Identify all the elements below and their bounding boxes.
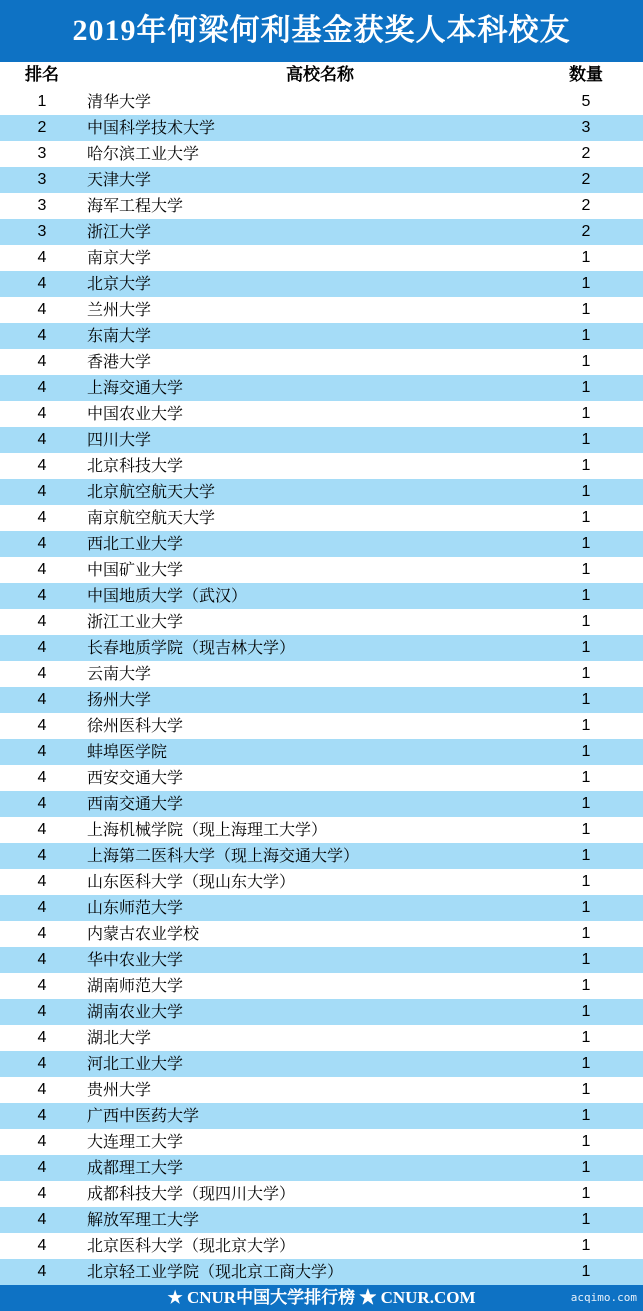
row-count: 1 xyxy=(581,795,591,812)
table-row xyxy=(0,921,643,947)
row-rank: 4 xyxy=(37,249,47,266)
table-row xyxy=(0,297,643,323)
row-count: 1 xyxy=(581,613,591,630)
row-count: 1 xyxy=(581,1107,591,1124)
row-count: 1 xyxy=(581,249,591,266)
row-school-name: 西北工业大学 xyxy=(87,534,184,553)
table-row xyxy=(0,89,643,115)
row-rank: 4 xyxy=(37,327,47,344)
row-school-name: 河北工业大学 xyxy=(87,1054,184,1073)
table-row xyxy=(0,531,643,557)
row-count: 1 xyxy=(581,1055,591,1072)
row-rank: 4 xyxy=(37,405,47,422)
table-row xyxy=(0,1129,643,1155)
row-count: 1 xyxy=(581,1211,591,1228)
row-rank: 4 xyxy=(37,795,47,812)
row-count: 2 xyxy=(581,145,591,162)
row-school-name: 哈尔滨工业大学 xyxy=(87,144,200,163)
row-count: 1 xyxy=(581,665,591,682)
row-count: 1 xyxy=(581,327,591,344)
table-row xyxy=(0,401,643,427)
row-rank: 4 xyxy=(37,275,47,292)
row-count: 1 xyxy=(581,873,591,890)
table-row xyxy=(0,1077,643,1103)
row-count: 2 xyxy=(581,223,591,240)
table-row xyxy=(0,635,643,661)
row-school-name: 解放军理工大学 xyxy=(87,1210,200,1229)
table-row xyxy=(0,1207,643,1233)
row-rank: 4 xyxy=(37,1055,47,1072)
page-title: 2019年何梁何利基金获奖人本科校友 xyxy=(0,0,643,62)
table-row xyxy=(0,947,643,973)
row-school-name: 湖南师范大学 xyxy=(87,976,184,995)
row-rank: 4 xyxy=(37,873,47,890)
row-count: 5 xyxy=(581,93,591,110)
row-rank: 4 xyxy=(37,1263,47,1280)
table-row xyxy=(0,245,643,271)
table-row xyxy=(0,583,643,609)
table-row xyxy=(0,453,643,479)
row-school-name: 大连理工大学 xyxy=(87,1132,184,1151)
row-school-name: 蚌埠医学院 xyxy=(87,742,168,761)
row-school-name: 中国地质大学（武汉） xyxy=(87,586,248,605)
row-school-name: 徐州医科大学 xyxy=(87,716,184,735)
row-school-name: 浙江工业大学 xyxy=(87,612,184,631)
row-school-name: 东南大学 xyxy=(87,326,152,345)
row-school-name: 南京大学 xyxy=(87,248,152,267)
table-row xyxy=(0,375,643,401)
table-row xyxy=(0,323,643,349)
row-rank: 4 xyxy=(37,535,47,552)
row-school-name: 内蒙古农业学校 xyxy=(87,924,200,943)
row-count: 1 xyxy=(581,899,591,916)
row-count: 1 xyxy=(581,977,591,994)
table-row xyxy=(0,869,643,895)
row-rank: 4 xyxy=(37,1133,47,1150)
row-count: 1 xyxy=(581,639,591,656)
row-school-name: 贵州大学 xyxy=(87,1080,152,1099)
row-school-name: 北京大学 xyxy=(87,274,152,293)
footer-brand: ★ CNUR中国大学排行榜 ★ CNUR.COM xyxy=(167,1288,476,1307)
row-rank: 3 xyxy=(37,223,47,240)
row-school-name: 山东医科大学（现山东大学） xyxy=(87,872,296,891)
row-school-name: 中国科学技术大学 xyxy=(87,118,216,137)
table-row xyxy=(0,1051,643,1077)
table-row xyxy=(0,1181,643,1207)
row-count: 1 xyxy=(581,379,591,396)
table-row xyxy=(0,1155,643,1181)
row-school-name: 上海交通大学 xyxy=(87,378,184,397)
row-count: 1 xyxy=(581,405,591,422)
row-rank: 4 xyxy=(37,821,47,838)
row-school-name: 成都理工大学 xyxy=(87,1158,184,1177)
table-row xyxy=(0,271,643,297)
row-rank: 4 xyxy=(37,1003,47,1020)
table-row xyxy=(0,999,643,1025)
row-school-name: 湖南农业大学 xyxy=(87,1002,184,1021)
row-count: 1 xyxy=(581,587,591,604)
table-row xyxy=(0,765,643,791)
row-rank: 4 xyxy=(37,509,47,526)
table-row xyxy=(0,115,643,141)
row-school-name: 成都科技大学（现四川大学） xyxy=(87,1184,296,1203)
row-rank: 4 xyxy=(37,431,47,448)
row-count: 1 xyxy=(581,821,591,838)
row-rank: 4 xyxy=(37,1029,47,1046)
row-school-name: 长春地质学院（现吉林大学） xyxy=(87,638,296,657)
row-rank: 4 xyxy=(37,1159,47,1176)
row-count: 1 xyxy=(581,951,591,968)
table-row xyxy=(0,661,643,687)
row-rank: 1 xyxy=(37,93,47,110)
row-rank: 4 xyxy=(37,1185,47,1202)
row-school-name: 中国矿业大学 xyxy=(87,560,184,579)
row-rank: 4 xyxy=(37,769,47,786)
row-count: 1 xyxy=(581,301,591,318)
table-row xyxy=(0,1233,643,1259)
row-rank: 3 xyxy=(37,171,47,188)
table-row xyxy=(0,167,643,193)
row-rank: 4 xyxy=(37,743,47,760)
row-count: 2 xyxy=(581,197,591,214)
row-school-name: 北京医科大学（现北京大学） xyxy=(87,1236,296,1255)
row-count: 1 xyxy=(581,1133,591,1150)
header-count: 数量 xyxy=(569,65,603,85)
table-row xyxy=(0,843,643,869)
table-row xyxy=(0,895,643,921)
row-rank: 4 xyxy=(37,379,47,396)
row-count: 1 xyxy=(581,1003,591,1020)
row-rank: 4 xyxy=(37,951,47,968)
row-count: 1 xyxy=(581,457,591,474)
row-school-name: 扬州大学 xyxy=(87,690,152,709)
row-rank: 4 xyxy=(37,847,47,864)
row-school-name: 浙江大学 xyxy=(87,222,152,241)
table-row xyxy=(0,1259,643,1285)
row-count: 1 xyxy=(581,925,591,942)
table-row xyxy=(0,973,643,999)
row-school-name: 湖北大学 xyxy=(87,1028,152,1047)
row-rank: 4 xyxy=(37,639,47,656)
table-row xyxy=(0,1103,643,1129)
row-count: 1 xyxy=(581,1081,591,1098)
row-school-name: 云南大学 xyxy=(87,664,152,683)
row-count: 1 xyxy=(581,483,591,500)
table-row xyxy=(0,557,643,583)
row-count: 3 xyxy=(581,119,591,136)
row-rank: 4 xyxy=(37,899,47,916)
row-school-name: 华中农业大学 xyxy=(87,950,184,969)
table-row xyxy=(0,739,643,765)
row-count: 1 xyxy=(581,769,591,786)
row-count: 1 xyxy=(581,275,591,292)
row-count: 1 xyxy=(581,1237,591,1254)
row-count: 1 xyxy=(581,847,591,864)
table-row xyxy=(0,349,643,375)
row-count: 1 xyxy=(581,691,591,708)
row-rank: 4 xyxy=(37,977,47,994)
row-rank: 3 xyxy=(37,197,47,214)
row-rank: 4 xyxy=(37,301,47,318)
row-count: 1 xyxy=(581,509,591,526)
row-count: 2 xyxy=(581,171,591,188)
row-count: 1 xyxy=(581,431,591,448)
table-row xyxy=(0,479,643,505)
row-rank: 4 xyxy=(37,691,47,708)
row-school-name: 四川大学 xyxy=(87,430,152,449)
row-school-name: 西安交通大学 xyxy=(87,768,184,787)
row-school-name: 广西中医药大学 xyxy=(87,1106,200,1125)
table-row xyxy=(0,713,643,739)
row-school-name: 上海第二医科大学（现上海交通大学） xyxy=(87,846,360,865)
table-row xyxy=(0,791,643,817)
row-count: 1 xyxy=(581,1185,591,1202)
row-count: 1 xyxy=(581,535,591,552)
table-row xyxy=(0,687,643,713)
row-rank: 4 xyxy=(37,561,47,578)
header-rank: 排名 xyxy=(25,65,59,85)
table-row xyxy=(0,609,643,635)
row-school-name: 北京航空航天大学 xyxy=(87,482,216,501)
table-row xyxy=(0,427,643,453)
row-rank: 4 xyxy=(37,1211,47,1228)
row-count: 1 xyxy=(581,1263,591,1280)
row-rank: 4 xyxy=(37,457,47,474)
row-count: 1 xyxy=(581,717,591,734)
table-row xyxy=(0,193,643,219)
row-rank: 3 xyxy=(37,145,47,162)
row-school-name: 上海机械学院（现上海理工大学） xyxy=(87,820,328,839)
row-school-name: 北京轻工业学院（现北京工商大学） xyxy=(87,1262,344,1281)
row-count: 1 xyxy=(581,1159,591,1176)
row-count: 1 xyxy=(581,743,591,760)
row-school-name: 北京科技大学 xyxy=(87,456,184,475)
row-rank: 4 xyxy=(37,587,47,604)
row-rank: 4 xyxy=(37,665,47,682)
row-rank: 4 xyxy=(37,613,47,630)
row-rank: 2 xyxy=(37,119,47,136)
header-name: 高校名称 xyxy=(286,65,354,85)
row-rank: 4 xyxy=(37,1107,47,1124)
table-row xyxy=(0,505,643,531)
table-row xyxy=(0,1025,643,1051)
row-rank: 4 xyxy=(37,717,47,734)
table-header xyxy=(0,62,643,89)
row-school-name: 中国农业大学 xyxy=(87,404,184,423)
table-body xyxy=(0,89,643,1285)
row-count: 1 xyxy=(581,353,591,370)
row-school-name: 清华大学 xyxy=(87,92,152,111)
row-rank: 4 xyxy=(37,925,47,942)
row-rank: 4 xyxy=(37,353,47,370)
row-rank: 4 xyxy=(37,1237,47,1254)
row-school-name: 西南交通大学 xyxy=(87,794,184,813)
row-school-name: 南京航空航天大学 xyxy=(87,508,216,527)
table-row xyxy=(0,817,643,843)
row-count: 1 xyxy=(581,561,591,578)
row-school-name: 兰州大学 xyxy=(87,300,152,319)
watermark: acqimo.com xyxy=(570,1291,637,1304)
row-school-name: 香港大学 xyxy=(87,352,152,371)
row-rank: 4 xyxy=(37,1081,47,1098)
table-row xyxy=(0,141,643,167)
footer-bar xyxy=(0,1285,643,1311)
row-school-name: 山东师范大学 xyxy=(87,898,184,917)
table-row xyxy=(0,219,643,245)
row-school-name: 天津大学 xyxy=(87,170,152,189)
row-school-name: 海军工程大学 xyxy=(87,196,184,215)
row-rank: 4 xyxy=(37,483,47,500)
row-count: 1 xyxy=(581,1029,591,1046)
